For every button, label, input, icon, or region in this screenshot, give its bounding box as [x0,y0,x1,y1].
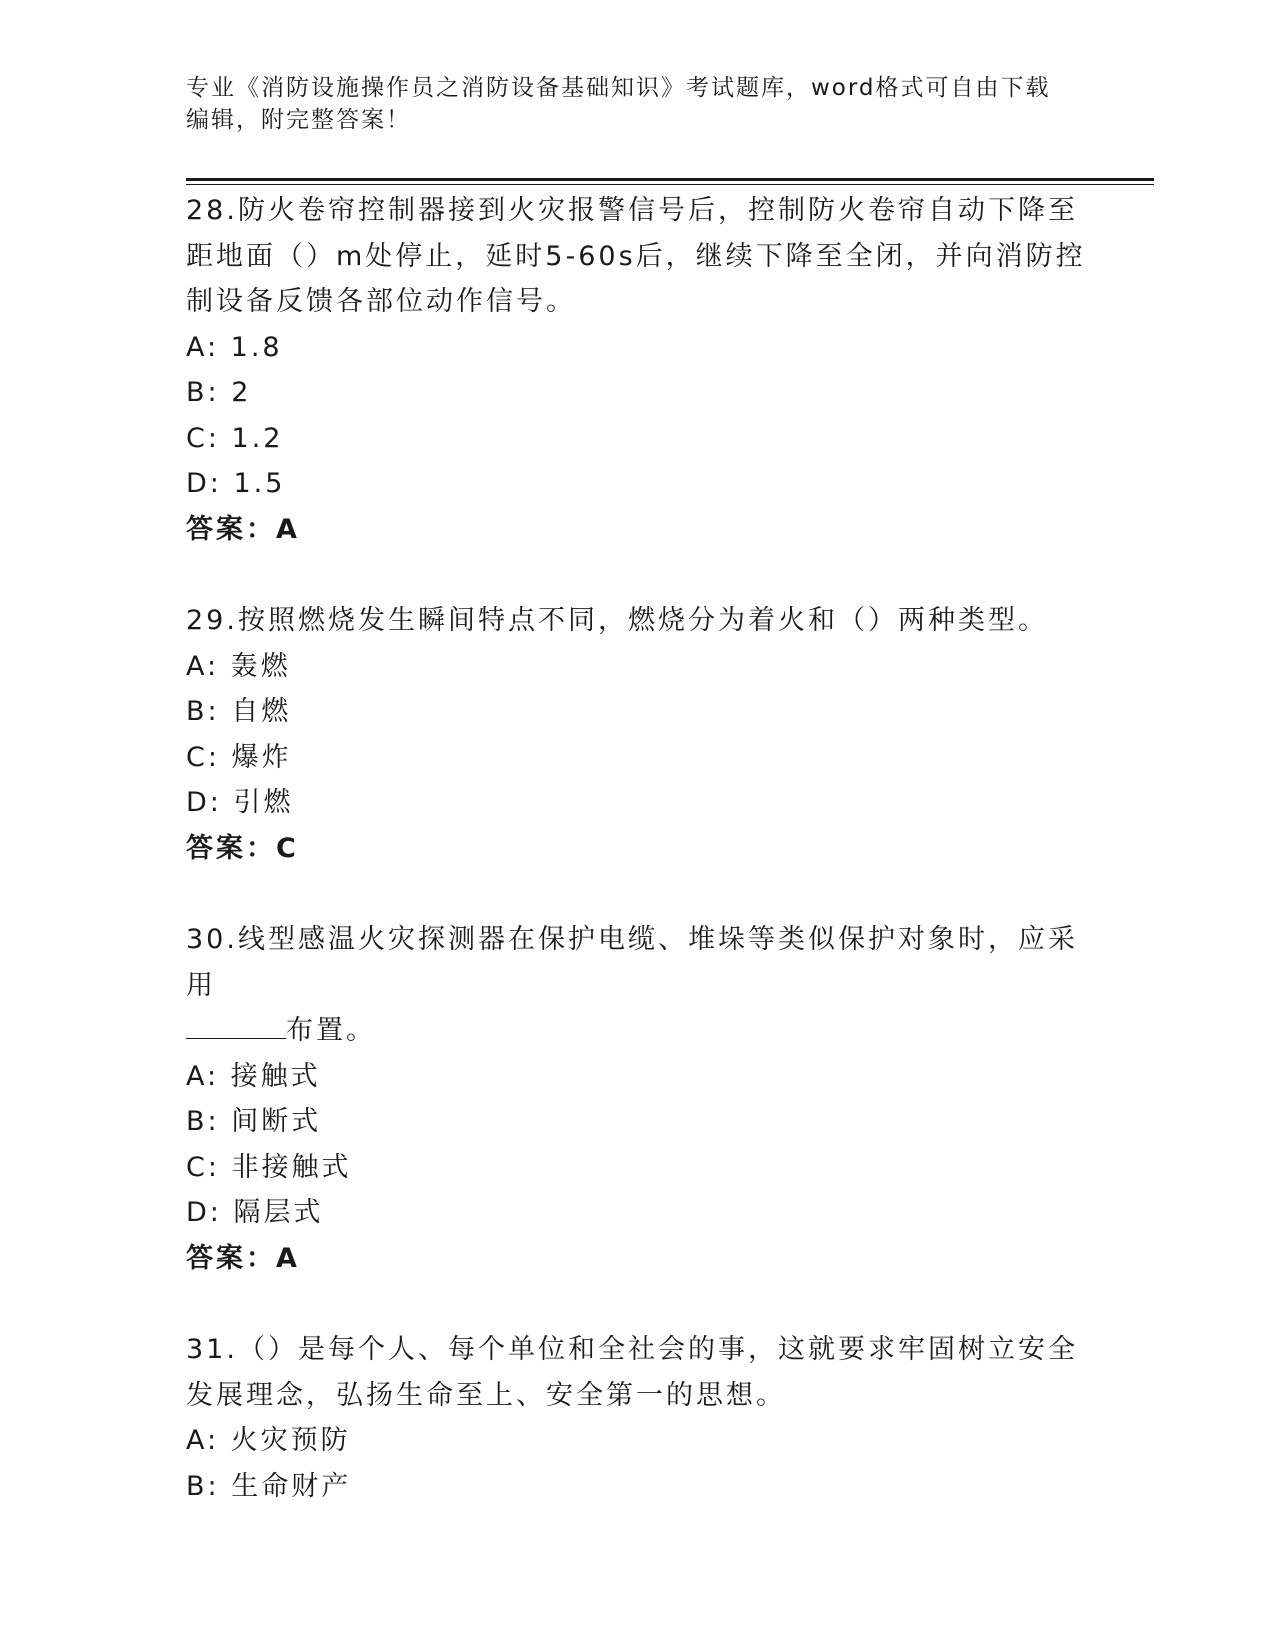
header-divider-thin [186,184,1154,185]
question-30 [186,917,1086,1281]
option-c: C: 爆炸 [186,741,292,773]
option-d: D: 1.5 [186,468,286,499]
option-a: A: 1.8 [186,331,283,363]
question-stem: 31.（）是每个人、每个单位和全社会的事，这就要求牢固树立安全发展理念，弘扬生命至上、安全第一的思想。 [186,1334,1078,1411]
question-stem: 29.按照燃烧发生瞬间特点不同，燃烧分为着火和（）两种类型。 [186,605,1048,636]
question-28 [186,188,1086,552]
option-b: B: 间断式 [186,1106,322,1137]
question-list [186,188,1086,1555]
option-a: A: 火灾预防 [186,1425,351,1456]
fill-in-blank [186,1018,286,1039]
option-b: B: 2 [186,377,252,408]
question-stem [186,917,1086,1054]
option-c: C: 非接触式 [186,1151,352,1183]
answer: 答案：A [186,1242,300,1274]
question-stem-line-1: 30.线型感温火灾探测器在保护电缆、堆垛等类似保护对象时，应采用 [186,924,1078,1001]
answer: 答案：A [186,513,300,545]
option-a: A: 轰燃 [186,650,291,682]
option-d: D: 引燃 [186,787,294,818]
question-stem-tail: 布置。 [286,1015,376,1046]
question-31 [186,1327,1086,1509]
question-stem-line-2 [186,1008,1086,1054]
option-b: B: 生命财产 [186,1470,352,1502]
option-d: D: 隔层式 [186,1197,324,1228]
question-29 [186,598,1086,871]
document-header: 专业《消防设施操作员之消防设备基础知识》考试题库，word格式可自由下载编辑，附完整答案！ [186,75,1051,133]
answer: 答案：C [186,832,299,864]
option-c: C: 1.2 [186,422,284,454]
option-b: B: 自燃 [186,696,292,727]
header-divider-thick [186,178,1154,181]
option-a: A: 接触式 [186,1060,321,1092]
question-stem: 28.防火卷帘控制器接到火灾报警信号后，控制防火卷帘自动下降至距地面（）m处停止，延时5-60s后，继续下降至全闭，并向消防控制设备反馈各部位动作信号。 [186,195,1086,317]
